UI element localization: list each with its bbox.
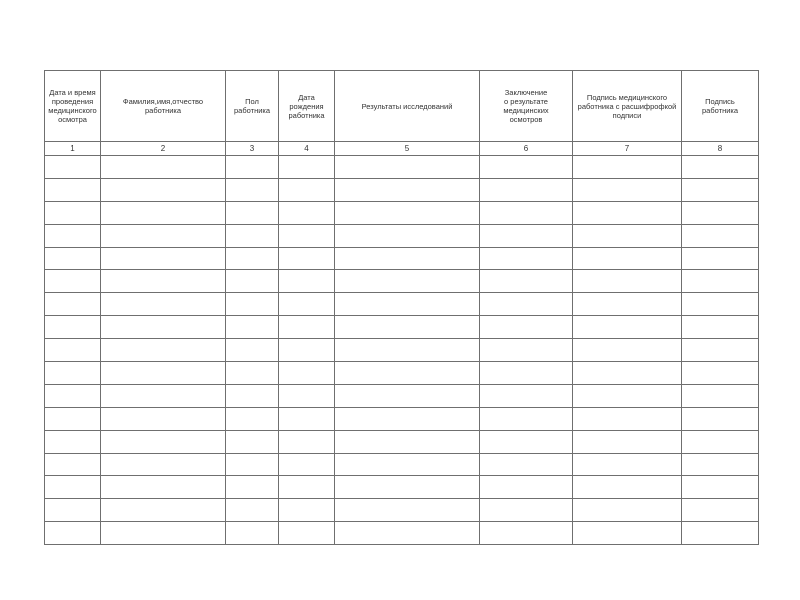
table-cell <box>45 407 101 430</box>
table-row <box>45 316 759 339</box>
table-cell <box>226 453 279 476</box>
table-cell <box>682 430 759 453</box>
table-cell <box>279 339 335 362</box>
table-cell <box>480 499 573 522</box>
table-cell <box>226 156 279 179</box>
table-row <box>45 522 759 545</box>
table-cell <box>226 293 279 316</box>
table-cell <box>226 407 279 430</box>
table-cell <box>573 293 682 316</box>
table-cell <box>573 156 682 179</box>
table-cell <box>682 156 759 179</box>
table-row <box>45 339 759 362</box>
table-row <box>45 407 759 430</box>
header-row <box>45 71 759 142</box>
table-cell <box>335 270 480 293</box>
table-row <box>45 270 759 293</box>
header-worker-sex: Пол работника <box>226 71 279 142</box>
table-cell <box>480 247 573 270</box>
table-cell <box>101 430 226 453</box>
column-number: 4 <box>279 142 335 156</box>
table-cell <box>101 316 226 339</box>
table-cell <box>573 362 682 385</box>
table-cell <box>335 316 480 339</box>
table-cell <box>335 247 480 270</box>
table-cell <box>682 270 759 293</box>
table-cell <box>573 339 682 362</box>
table-cell <box>279 430 335 453</box>
table-cell <box>45 430 101 453</box>
table-cell <box>279 201 335 224</box>
table-cell <box>335 201 480 224</box>
table-row <box>45 499 759 522</box>
table-cell <box>279 476 335 499</box>
table-cell <box>682 476 759 499</box>
table-cell <box>335 293 480 316</box>
table-cell <box>226 224 279 247</box>
table-cell <box>226 316 279 339</box>
table-row <box>45 430 759 453</box>
table-cell <box>45 476 101 499</box>
table-cell <box>101 156 226 179</box>
table-cell <box>480 156 573 179</box>
table-cell <box>573 224 682 247</box>
table-cell <box>573 270 682 293</box>
header-exam-datetime: Дата и время проведения медицинского осмотра <box>45 71 101 142</box>
table-cell <box>45 201 101 224</box>
table-cell <box>335 476 480 499</box>
header-worker-signature: Подпись работника <box>682 71 759 142</box>
table-cell <box>682 201 759 224</box>
table-cell <box>573 407 682 430</box>
table-cell <box>480 224 573 247</box>
table-row <box>45 384 759 407</box>
table-cell <box>101 384 226 407</box>
table-cell <box>101 270 226 293</box>
table-cell <box>682 178 759 201</box>
table-cell <box>573 476 682 499</box>
table-cell <box>480 339 573 362</box>
table-cell <box>682 293 759 316</box>
table-cell <box>335 156 480 179</box>
table-cell <box>101 224 226 247</box>
medical-exam-journal-table <box>44 70 759 545</box>
table-cell <box>335 499 480 522</box>
table-cell <box>335 384 480 407</box>
table-cell <box>480 270 573 293</box>
table-row <box>45 224 759 247</box>
table-cell <box>101 247 226 270</box>
column-number: 3 <box>226 142 279 156</box>
table-cell <box>226 201 279 224</box>
table-cell <box>682 316 759 339</box>
table-cell <box>335 224 480 247</box>
table-cell <box>573 453 682 476</box>
table-cell <box>335 453 480 476</box>
table-cell <box>682 384 759 407</box>
header-exam-conclusion: Заключение о результате медицинских осмотров <box>480 71 573 142</box>
table-cell <box>101 453 226 476</box>
table-cell <box>279 407 335 430</box>
table-cell <box>45 384 101 407</box>
header-test-results: Результаты исследований <box>335 71 480 142</box>
table-cell <box>226 247 279 270</box>
table-cell <box>226 476 279 499</box>
column-number-row <box>45 142 759 156</box>
table-cell <box>480 407 573 430</box>
table-cell <box>226 339 279 362</box>
header-worker-full-name: Фамилия,имя,отчество работника <box>101 71 226 142</box>
table-cell <box>573 316 682 339</box>
table-cell <box>279 270 335 293</box>
table-row <box>45 247 759 270</box>
table-row <box>45 476 759 499</box>
table-cell <box>573 499 682 522</box>
table-cell <box>279 362 335 385</box>
table-row <box>45 156 759 179</box>
table-cell <box>45 453 101 476</box>
table-cell <box>101 499 226 522</box>
table-cell <box>682 362 759 385</box>
table-cell <box>45 293 101 316</box>
table-cell <box>573 384 682 407</box>
table-row <box>45 293 759 316</box>
table-cell <box>101 407 226 430</box>
table-cell <box>279 522 335 545</box>
table-cell <box>480 522 573 545</box>
table-cell <box>226 522 279 545</box>
table-cell <box>682 339 759 362</box>
column-number: 2 <box>101 142 226 156</box>
table-cell <box>45 178 101 201</box>
table-cell <box>682 453 759 476</box>
column-number: 6 <box>480 142 573 156</box>
table-cell <box>45 316 101 339</box>
table-cell <box>226 384 279 407</box>
table-body <box>45 156 759 545</box>
table-cell <box>279 247 335 270</box>
table-cell <box>480 384 573 407</box>
table-cell <box>101 201 226 224</box>
table-cell <box>573 201 682 224</box>
table-cell <box>335 339 480 362</box>
table-cell <box>101 522 226 545</box>
table-cell <box>101 362 226 385</box>
table-cell <box>226 362 279 385</box>
table-cell <box>45 499 101 522</box>
table-cell <box>101 476 226 499</box>
table-cell <box>101 293 226 316</box>
table-cell <box>45 362 101 385</box>
table-cell <box>480 201 573 224</box>
table-cell <box>335 178 480 201</box>
table-cell <box>226 430 279 453</box>
table-cell <box>480 293 573 316</box>
table-row <box>45 453 759 476</box>
table-cell <box>45 522 101 545</box>
table-cell <box>279 453 335 476</box>
table-cell <box>335 407 480 430</box>
table-cell <box>682 499 759 522</box>
table-cell <box>226 178 279 201</box>
table-cell <box>101 178 226 201</box>
table-cell <box>101 339 226 362</box>
table-cell <box>279 156 335 179</box>
table-cell <box>279 224 335 247</box>
table-row <box>45 178 759 201</box>
table-cell <box>573 178 682 201</box>
table-cell <box>335 430 480 453</box>
table-cell <box>480 453 573 476</box>
table-row <box>45 201 759 224</box>
column-number: 1 <box>45 142 101 156</box>
table-cell <box>279 293 335 316</box>
table-cell <box>480 316 573 339</box>
table-cell <box>45 156 101 179</box>
table-cell <box>45 224 101 247</box>
table-cell <box>335 362 480 385</box>
table-row <box>45 362 759 385</box>
table-cell <box>480 430 573 453</box>
table-cell <box>573 430 682 453</box>
table-cell <box>682 407 759 430</box>
table-cell <box>480 178 573 201</box>
table-cell <box>279 178 335 201</box>
table-cell <box>45 339 101 362</box>
table-cell <box>226 270 279 293</box>
table-cell <box>45 247 101 270</box>
column-number: 5 <box>335 142 480 156</box>
column-number: 7 <box>573 142 682 156</box>
column-number: 8 <box>682 142 759 156</box>
header-medic-signature: Подпись медицинского работника с расшифрофкой подписи <box>573 71 682 142</box>
table-cell <box>279 384 335 407</box>
table-cell <box>45 270 101 293</box>
table-cell <box>573 247 682 270</box>
table-cell <box>335 522 480 545</box>
table-cell <box>279 499 335 522</box>
header-worker-birthdate: Дата рождения работника <box>279 71 335 142</box>
table-cell <box>682 522 759 545</box>
table-cell <box>682 247 759 270</box>
table-cell <box>226 499 279 522</box>
table-cell <box>480 476 573 499</box>
table-cell <box>573 522 682 545</box>
table-cell <box>480 362 573 385</box>
table-cell <box>682 224 759 247</box>
table-cell <box>279 316 335 339</box>
